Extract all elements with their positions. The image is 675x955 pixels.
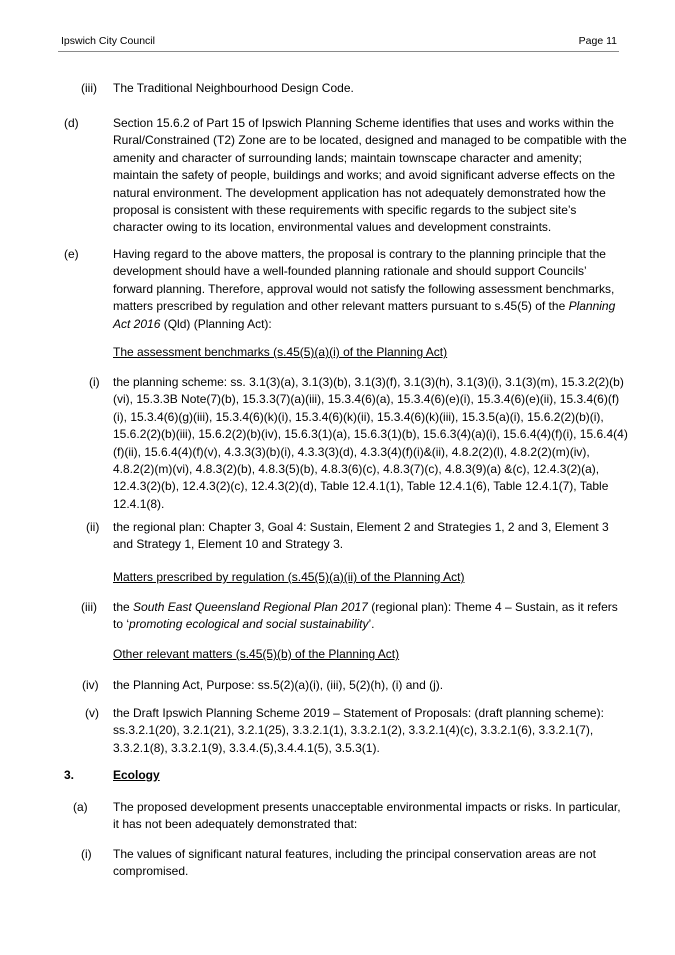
item-text: The Traditional Neighbourhood Design Code. bbox=[113, 81, 354, 95]
item-label: (ii) bbox=[86, 520, 100, 534]
item-text: The values of significant natural features, including the principal conservation areas are not compromised. bbox=[113, 847, 596, 879]
item-text: The proposed development presents unacceptable environmental impacts or risks. In particular, it has not been adequately demonstrated that: bbox=[113, 800, 621, 832]
subheading-matters-prescribed: Matters prescribed by regulation (s.45(5)(a)(ii) of the Planning Act) bbox=[113, 570, 465, 584]
header-organisation: Ipswich City Council bbox=[61, 35, 155, 47]
header-divider bbox=[58, 51, 619, 52]
item-label: (i) bbox=[81, 847, 92, 861]
item-text: the South East Queensland Regional Plan 2017 (regional plan): Theme 4 – Sustain, as it refers to ‘promoting ecological and social sustainability’. bbox=[113, 600, 618, 632]
item-label: (iii) bbox=[81, 600, 97, 614]
item-label: (d) bbox=[64, 116, 79, 130]
item-label: (a) bbox=[73, 800, 88, 814]
item-text: the regional plan: Chapter 3, Goal 4: Sustain, Element 2 and Strategies 1, 2 and 3, Element 3 and Strategy 1, Element 10 and Strategy 3. bbox=[113, 520, 609, 552]
item-text: Section 15.6.2 of Part 15 of Ipswich Planning Scheme identifies that uses and works within the Rural/Constrained (T2) Zone are to be located, designed and managed to be compatible with the amenity and character of surrounding lands; maintain townscape character and amenity; maintain the safety of people, buildings and works; and avoid significant adverse effects on the natural environment. The development application has not adequately demonstrated how the proposal is consistent with these requirements with specific regards to the subject site’s character owing to its location, environmental values and development constraints. bbox=[113, 116, 627, 235]
item-label: (e) bbox=[64, 247, 79, 261]
item-text: the Draft Ipswich Planning Scheme 2019 – Statement of Proposals: (draft planning scheme): ss.3.2.1(20), 3.2.1(21), 3.2.1(25), 3.3.2.1(1), 3.3.2.1(2), 3.3.2.1(4)(c), 3.3.2.1(6), 3.3.2.1(7), 3.3.2.1(8), 3.3.2.1(9), 3.3.4.(5),3.4.4.1(5), 3.5.3(1). bbox=[113, 706, 604, 755]
item-text: the planning scheme: ss. 3.1(3)(a), 3.1(3)(b), 3.1(3)(f), 3.1(3)(h), 3.1(3)(i), 3.1(3)(m), 15.3.2(2)(b)(vi), 15.3.3B Note(7)(b), 15.3.3(7)(a)(iii), 15.3.4(6)(a), 15.3.4(6)(e)(i), 15.3.4(6)(e)(ii), 15.3.4(6)(f)(i), 15.3.4(6)(g)(iii), 15.3.4(6)(k)(i), 15.3.4(6)(k)(ii), 15.3.4(6)(k)(iii), 15.3.5(a)(i), 15.6.2(2)(b)(i), 15.6.2(2)(b)(iii), 15.6.2(2)(b)(iv), 15.6.3(1)(a), 15.6.3(1)(b), 15.6.3(4)(a)(i), 15.6.4(4)(f)(i), 15.6.4(4)(f)(ii), 15.6.4(4)(f)(v), 4.3.3(3)(b)(i), 4.3.3(3)(d), 4.3.3(4)(f)(i)&(ii), 4.8.2(2)(l), 4.8.2(2)(m)(iv), 4.8.2(2)(m)(vi), 4.8.3(2)(b), 4.8.3(5)(b), 4.8.3(6)(c), 4.8.3(7)(c), 4.8.3(9)(a) &(c), 12.4.3(2)(a), 12.4.3(2)(b), 12.4.3(2)(c), 12.4.3(2)(d), Table 12.4.1(1), Table 12.4.1(6), Table 12.4.1(7), Table 12.4.1(8). bbox=[113, 375, 628, 511]
act-title: Planning Act 2016 bbox=[113, 299, 616, 331]
item-label: (v) bbox=[85, 706, 99, 720]
subheading-assessment-benchmarks: The assessment benchmarks (s.45(5)(a)(i) of the Planning Act) bbox=[113, 345, 448, 359]
subheading-other-relevant-matters: Other relevant matters (s.45(5)(b) of the Planning Act) bbox=[113, 647, 400, 661]
section-number: 3. bbox=[64, 768, 75, 782]
item-label: (iv) bbox=[82, 678, 99, 692]
section-title: Ecology bbox=[113, 768, 160, 782]
header-page-number: Page 11 bbox=[578, 35, 617, 47]
item-label: (iii) bbox=[81, 81, 97, 95]
item-text: Having regard to the above matters, the proposal is contrary to the planning principle that the development should have a well-founded planning rationale and should support Councils’ forward planning. Therefore, approval would not satisfy the following assessment benchmarks, matters prescribed by regulation and other relevant matters pursuant to s.45(5) of the Planning Act 2016 (Qld) (Planning Act): bbox=[113, 247, 616, 331]
item-text: the Planning Act, Purpose: ss.5(2)(a)(i), (iii), 5(2)(h), (i) and (j). bbox=[113, 678, 444, 692]
item-label: (i) bbox=[89, 375, 100, 389]
